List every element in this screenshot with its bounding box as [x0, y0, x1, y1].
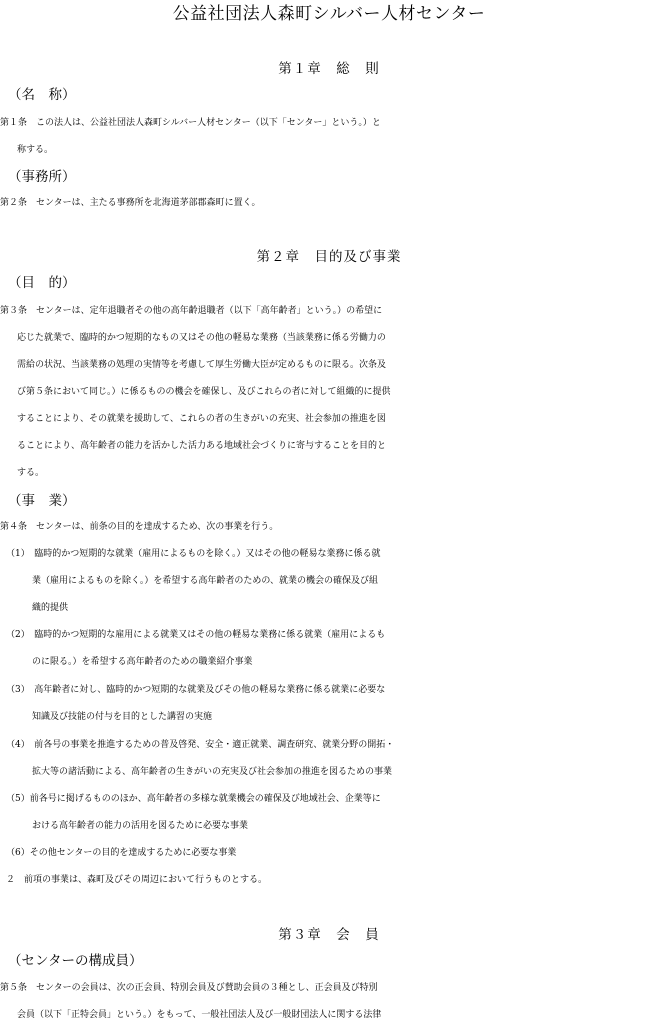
item-1-line-1: （1） 臨時的かつ短期的な就業（雇用によるものを除く。）又はその他の軽易な業務に係る就 — [6, 549, 381, 559]
article-5-line-1: 第５条 センターの会員は、次の正会員、特別会員及び賛助会員の３種とし、正会員及び特別 — [0, 983, 378, 993]
article-4-item-3 — [0, 677, 658, 731]
item-5-line-1: （5）前各号に掲げるもののほか、高年齢者の多様な就業機会の確保及び地域社会、企業等に — [6, 794, 381, 804]
article-3-line-2: 応じた就業で、臨時的かつ短期的なもの又はその他の軽易な業務（当該業務に係る労働力の — [17, 333, 386, 343]
item-1-line-3: 織的提供 — [32, 603, 69, 613]
article-4-item-2 — [0, 622, 658, 676]
article-1-line-2: 称する。 — [17, 145, 54, 155]
article-4-item-4 — [0, 732, 658, 786]
paragraph-2-line-1: ２ 前項の事業は、森町及びその周辺において行うものとする。 — [6, 875, 268, 885]
item-2-line-1: （2） 臨時的かつ短期的な雇用による就業又はその他の軽易な業務に係る就業（雇用によるも — [6, 630, 386, 640]
article-5-line-2: 会員（以下「正特会員」という。）をもって、一般社団法人及び一般財団法人に関する法律 — [17, 1010, 382, 1020]
section-heading-members: （センターの構成員） — [8, 953, 143, 969]
item-5-line-2: おける高年齢者の能力の活用を図るために必要な事業 — [32, 821, 249, 831]
section-heading-purpose: （目 的） — [8, 275, 76, 291]
article-5 — [0, 975, 658, 1029]
article-4-item-5 — [0, 786, 658, 840]
article-3-line-3: 需給の状況、当該業務の処理の実情等を考慮して厚生労働大臣が定めるものに限る。次条及 — [17, 360, 387, 370]
document-title: 公益社団法人森町シルバー人材センター — [172, 4, 486, 24]
article-1-line-1: 第１条 この法人は、公益社団法人森町シルバー人材センター（以下「センター」という。）と — [0, 118, 381, 128]
item-6-line-1: （6）その他センターの目的を達成するために必要な事業 — [6, 848, 237, 858]
item-1-line-2: 業（雇用によるものを除く。）を希望する高年齢者のための、就業の機会の確保及び組 — [32, 576, 378, 586]
article-1 — [0, 110, 658, 164]
section-heading-office: （事務所） — [8, 169, 76, 185]
article-3-line-1: 第３条 センターは、定年退職者その他の高年齢退職者（以下「高年齢者」という。）の希望に — [0, 306, 383, 316]
item-4-line-1: （4） 前各号の事業を推進するための普及啓発、安全・適正就業、調査研究、就業分野の開拓・ — [6, 740, 395, 750]
article-2 — [0, 190, 658, 217]
article-3-line-6: ることにより、高年齢者の能力を活かした活力ある地域社会づくりに寄与することを目的と — [17, 441, 387, 451]
chapter-2-heading: 第２章 目的及び事業 — [256, 249, 402, 265]
chapter-3-heading: 第３章 会 員 — [278, 927, 380, 943]
article-4-item-1 — [0, 541, 658, 622]
article-3 — [0, 298, 658, 487]
section-heading-name: （名 称） — [8, 87, 76, 103]
chapter-1-heading: 第１章 総 則 — [278, 61, 380, 77]
article-4 — [0, 514, 658, 541]
article-4-line-1: 第４条 センターは、前条の目的を達成するため、次の事業を行う。 — [0, 522, 279, 532]
item-3-line-1: （3） 高年齢者に対し、臨時的かつ短期的な就業及びその他の軽易な業務に係る就業に必要な — [6, 685, 386, 695]
article-3-line-5: することにより、その就業を援助して、これらの者の生きがいの充実、社会参加の推進を図 — [17, 414, 386, 424]
article-2-line-1: 第２条 センターは、主たる事務所を北海道茅部郡森町に置く。 — [0, 198, 261, 208]
item-3-line-2: 知識及び技能の付与を目的とした講習の実施 — [32, 712, 213, 722]
section-heading-business: （事 業） — [8, 493, 76, 509]
article-3-line-4: び第５条において同じ。）に係るものの機会を確保し、及びこれらの者に対して組織的に提供 — [17, 387, 391, 397]
item-4-line-2: 拡大等の諸活動による、高年齢者の生きがいの充実及び社会参加の推進を図るための事業 — [32, 767, 393, 777]
item-2-line-2: のに限る。）を希望する高年齢者のための職業紹介事業 — [32, 657, 253, 667]
article-3-line-7: する。 — [17, 468, 45, 478]
article-4-paragraph-2 — [0, 867, 658, 894]
article-4-item-6 — [0, 840, 658, 867]
